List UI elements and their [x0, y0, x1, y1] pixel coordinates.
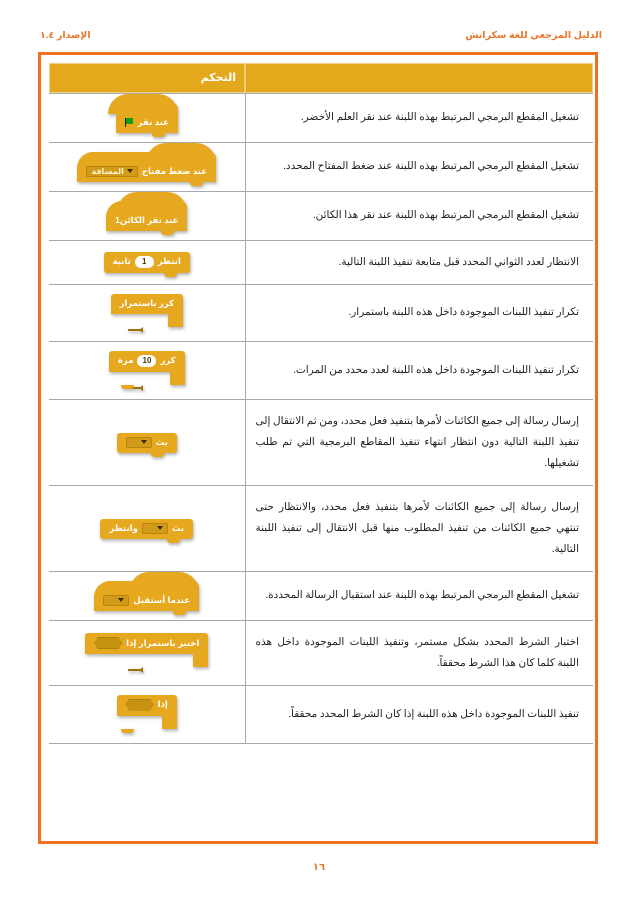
row-description: تكرار تنفيذ اللبنات الموجودة داخل هذه اللبنة لعدد محدد من المرات. — [245, 341, 593, 399]
row-block — [49, 240, 245, 284]
green-flag-icon — [125, 118, 134, 127]
table-row — [49, 240, 593, 284]
control-blocks-table — [49, 63, 593, 744]
table-row — [49, 142, 593, 191]
table-bottom-rule — [49, 743, 593, 744]
row-block — [49, 341, 245, 399]
block-label: عند نقر — [137, 116, 169, 127]
message-dropdown[interactable] — [142, 523, 168, 534]
table-row — [49, 620, 593, 685]
page-frame — [38, 52, 598, 844]
header-cell-category — [49, 63, 245, 93]
block-label: إذا — [157, 699, 168, 709]
block-when-sprite-clicked[interactable] — [106, 201, 187, 231]
block-if[interactable] — [117, 695, 177, 729]
row-description: تشغيل المقطع البرمجي المرتبط بهذه اللبنة عند ضغط المفتاح المحدد. — [245, 142, 593, 191]
table-row — [49, 341, 593, 399]
repeat-count-input[interactable]: 10 — [137, 355, 156, 367]
row-block — [49, 399, 245, 485]
seconds-input[interactable]: 1 — [135, 256, 154, 268]
row-block — [49, 142, 245, 191]
block-label: كرر باستمرار — [119, 297, 174, 308]
block-label: بث — [171, 522, 185, 533]
table-row — [49, 571, 593, 620]
table-row — [49, 191, 593, 240]
row-description: تكرار تنفيذ اللبنات الموجودة داخل هذه اللبنة باستمرار. — [245, 284, 593, 341]
running-head-version: الإصدار ١.٤ — [40, 30, 91, 41]
message-dropdown[interactable] — [103, 595, 129, 606]
condition-slot[interactable] — [94, 637, 122, 649]
table-row — [49, 399, 593, 485]
row-description: تشغيل المقطع البرمجي المرتبط بهذه اللبنة عند نقر العلم الأخضر. — [245, 93, 593, 142]
row-description: اختبار الشرط المحدد بشكل مستمر، وتنفيذ اللبنات الموجودة داخل هذه اللبنة كلما كان هذا الشرط محققاً. — [245, 620, 593, 685]
row-block — [49, 93, 245, 142]
block-forever[interactable] — [111, 294, 184, 327]
block-when-i-receive[interactable] — [94, 581, 199, 611]
row-description: تشغيل المقطع البرمجي المرتبط بهذه اللبنة عند استقبال الرسالة المحددة. — [245, 571, 593, 620]
table-row — [49, 284, 593, 341]
table-header-row — [49, 63, 593, 93]
row-description: الانتظار لعدد الثواني المحدد قبل متابعة تنفيذ اللبنة التالية. — [245, 240, 593, 284]
row-block — [49, 284, 245, 341]
page-number: ١٦ — [312, 862, 326, 873]
row-description: إرسال رسالة إلى جميع الكائنات لأمرها بتنفيذ فعل محدد، والانتظار حتى تنتهي جميع الكائنات من تنفيذ المطلوب منها قبل الانتقال إلى تنفيذ اللبنة التالية. — [245, 485, 593, 571]
running-head-title: الدليل المرجعي للغة سكراتش — [465, 30, 602, 41]
header-cell-description — [245, 63, 593, 93]
block-when-key-pressed[interactable] — [77, 152, 216, 182]
block-label: اختبر باستمرار إذا — [126, 637, 200, 648]
block-broadcast[interactable] — [117, 433, 177, 453]
row-block — [49, 485, 245, 571]
block-label: بث — [155, 436, 168, 447]
key-value: المسافة — [91, 166, 124, 176]
block-broadcast-and-wait[interactable] — [100, 519, 193, 539]
block-forever-if[interactable] — [85, 633, 208, 667]
table-row — [49, 93, 593, 142]
table-row — [49, 485, 593, 571]
row-block — [49, 685, 245, 743]
block-label-after: وانتظر — [109, 522, 138, 533]
block-label-before: انتظر — [157, 256, 181, 267]
table-row — [49, 685, 593, 743]
row-block — [49, 191, 245, 240]
block-wait-seconds[interactable] — [104, 252, 190, 273]
block-label: عند ضغط مفتاح — [141, 165, 208, 176]
header-category-label: التحكم — [200, 72, 236, 85]
row-description: تشغيل المقطع البرمجي المرتبط بهذه اللبنة عند نقر هذا الكائن. — [245, 191, 593, 240]
block-repeat-times[interactable] — [109, 351, 185, 385]
chevron-down-icon — [141, 440, 147, 444]
message-dropdown[interactable] — [126, 437, 152, 448]
block-label-after: ثانية — [112, 256, 131, 267]
block-label-before: كرر — [160, 355, 176, 365]
key-dropdown[interactable] — [86, 166, 137, 177]
row-description: تنفيذ اللبنات الموجودة داخل هذه اللبنة إذا كان الشرط المحدد محققاً. — [245, 685, 593, 743]
row-block — [49, 571, 245, 620]
block-label: عند نقر الكائن1 — [115, 214, 179, 225]
block-when-green-flag-clicked[interactable] — [116, 103, 178, 133]
block-label-after: مرة — [117, 355, 134, 365]
row-block — [49, 620, 245, 685]
chevron-down-icon — [157, 526, 163, 530]
row-description: إرسال رسالة إلى جميع الكائنات لأمرها بتنفيذ فعل محدد، ومن ثم الانتقال إلى تنفيذ اللبنة التالية دون انتظار انتهاء تنفيذ المقاطع البرمجية التي تم طلب تشغيلها. — [245, 399, 593, 485]
chevron-down-icon — [127, 169, 133, 173]
block-label: عندما أستقبل — [133, 594, 191, 605]
condition-slot[interactable] — [126, 699, 154, 711]
chevron-down-icon — [118, 598, 124, 602]
